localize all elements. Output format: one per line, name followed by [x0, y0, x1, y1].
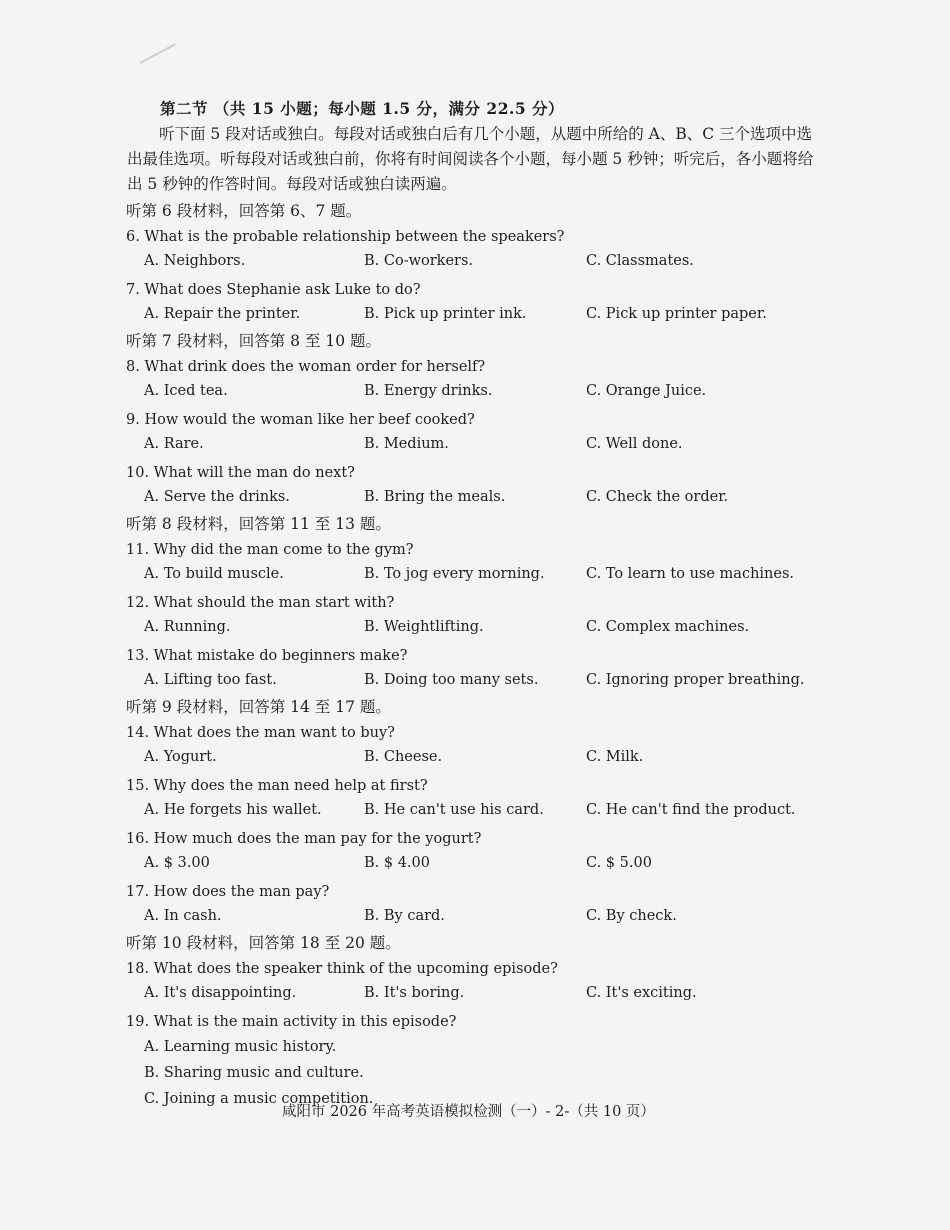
option-row [126, 904, 826, 931]
option-c: C. Pick up printer paper. [586, 306, 767, 322]
option-row [126, 798, 826, 825]
questions-container [126, 199, 826, 1112]
option-a: A. Running. [144, 619, 231, 635]
option-c: C. $ 5.00 [586, 855, 652, 871]
group-heading: 听第 9 段材料，回答第 14 至 17 题。 [126, 698, 391, 716]
option-row [126, 302, 826, 329]
option-a: A. Iced tea. [144, 383, 228, 399]
option-a: A. To build muscle. [144, 566, 284, 582]
group-heading: 听第 7 段材料，回答第 8 至 10 题。 [126, 332, 382, 350]
option-c: C. It's exciting. [586, 985, 697, 1001]
option-b: B. It's boring. [364, 985, 465, 1001]
question-stem: 10. What will the man do next? [126, 465, 355, 481]
section-header: 第二节 （共 15 小题；每小题 1.5 分，满分 22.5 分） [160, 99, 565, 118]
option-row [126, 485, 826, 512]
group-heading: 听第 6 段材料，回答第 6、7 题。 [126, 202, 362, 220]
option-c: C. Orange Juice. [586, 383, 707, 399]
question-stem: 15. Why does the man need help at first? [126, 778, 428, 794]
option-row [126, 249, 826, 276]
option-b: B. He can't use his card. [364, 802, 544, 818]
option-a: A. $ 3.00 [144, 855, 210, 871]
option-c: C. To learn to use machines. [586, 566, 795, 582]
option-a: A. Repair the printer. [144, 306, 301, 322]
question-stem: 12. What should the man start with? [126, 595, 395, 611]
question-stem: 17. How does the man pay? [126, 884, 330, 900]
option-c: C. Classmates. [586, 253, 694, 269]
option-c: C. Milk. [586, 749, 644, 765]
question-stem: 7. What does Stephanie ask Luke to do? [126, 282, 421, 298]
option-b: B. Energy drinks. [364, 383, 493, 399]
page-footer: 咸阳市 2026 年高考英语模拟检测（一）- 2-（共 10 页） [282, 1104, 655, 1120]
question-stem: 9. How would the woman like her beef cooked? [126, 412, 475, 428]
group-heading: 听第 8 段材料，回答第 11 至 13 题。 [126, 515, 391, 533]
option-row [126, 379, 826, 406]
option-row [126, 432, 826, 459]
option-a: A. Lifting too fast. [144, 672, 277, 688]
option-b: B. By card. [364, 908, 445, 924]
option-b: B. Cheese. [364, 749, 443, 765]
question-stem: 14. What does the man want to buy? [126, 725, 395, 741]
option-a: A. Serve the drinks. [144, 489, 290, 505]
option-b: B. Sharing music and culture. [144, 1065, 364, 1081]
section-instructions: 听下面 5 段对话或独白。每段对话或独白后有几个小题，从题中所给的 A、B、C 三个选项中选出最佳选项。听每段对话或独白前，你将有时间阅读各个小题，每小题 5 秒钟；听完后，各小题将给出 5 秒钟的作答时间。每段对话或独白读两遍。 [127, 125, 814, 193]
question-stem: 8. What drink does the woman order for herself? [126, 359, 486, 375]
bleed-through-background [560, 100, 940, 118]
option-row [126, 562, 826, 589]
question-stem: 6. What is the probable relationship between the speakers? [126, 229, 565, 245]
option-b: B. Co-workers. [364, 253, 474, 269]
option-row [126, 668, 826, 695]
option-row [126, 615, 826, 642]
question-stem: 13. What mistake do beginners make? [126, 648, 408, 664]
option-a: A. Rare. [144, 436, 204, 452]
option-c: C. Joining a music competition. [144, 1091, 374, 1107]
group-heading: 听第 10 段材料，回答第 18 至 20 题。 [126, 934, 401, 952]
option-b: B. Weightlifting. [364, 619, 484, 635]
option-b: B. To jog every morning. [364, 566, 545, 582]
option-b: B. Pick up printer ink. [364, 306, 527, 322]
question-stem: 19. What is the main activity in this episode? [126, 1014, 457, 1030]
option-b: B. $ 4.00 [364, 855, 430, 871]
option-c: C. Check the order. [586, 489, 729, 505]
option-a: A. It's disappointing. [144, 985, 297, 1001]
option-a: A. He forgets his wallet. [144, 802, 322, 818]
scan-mark [140, 43, 181, 72]
option-c: C. By check. [586, 908, 677, 924]
option-a: A. Yogurt. [144, 749, 217, 765]
option-b: B. Doing too many sets. [364, 672, 539, 688]
option-c: C. Well done. [586, 436, 683, 452]
option-row [126, 851, 826, 878]
option-row [126, 981, 826, 1008]
question-stem: 11. Why did the man come to the gym? [126, 542, 414, 558]
option-c: C. Complex machines. [586, 619, 750, 635]
option-b: B. Bring the meals. [364, 489, 506, 505]
option-row [126, 745, 826, 772]
option-c: C. He can't find the product. [586, 802, 796, 818]
option-c: C. Ignoring proper breathing. [586, 672, 805, 688]
question-stem: 16. How much does the man pay for the yogurt? [126, 831, 482, 847]
option-a: A. Learning music history. [144, 1039, 337, 1055]
option-b: B. Medium. [364, 436, 449, 452]
option-a: A. Neighbors. [144, 253, 246, 269]
option-a: A. In cash. [144, 908, 222, 924]
question-stem: 18. What does the speaker think of the upcoming episode? [126, 961, 558, 977]
